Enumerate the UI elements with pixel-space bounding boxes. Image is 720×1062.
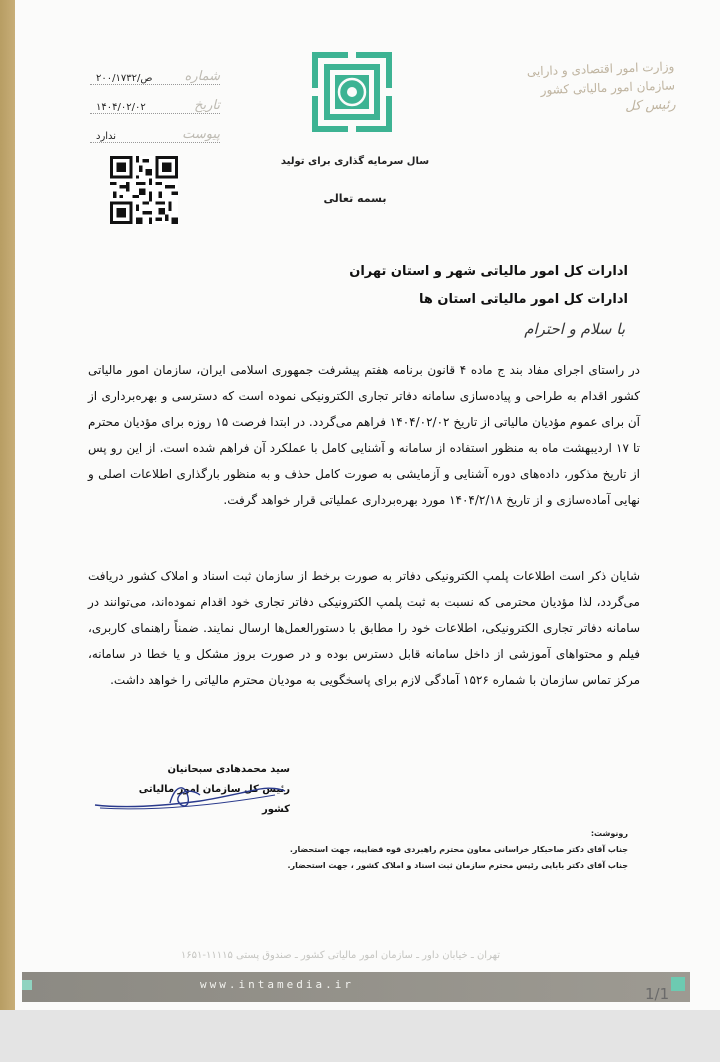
cc-heading: رونوشت: (590, 829, 628, 838)
salutation: با سلام و احترام (524, 320, 625, 338)
basmala: بسمه تعالی (323, 192, 387, 205)
footer-square-left-icon (22, 980, 32, 990)
cc-line-1: جناب آقای دکتر صاحبکار خراسانی معاون محترم راهبردی قوه قضاییه، جهت استحضار. (289, 845, 628, 854)
footer-square-right-icon (671, 977, 685, 991)
footer-bar (22, 972, 690, 1002)
recipients (108, 258, 628, 314)
recipient-1: ادارات کل امور مالیاتی شهر و استان تهران (349, 264, 628, 279)
number-label: شماره (184, 69, 220, 84)
letter-number: ۲۰۰/۱۷۳۲/ص (96, 73, 153, 84)
handwritten-signature-icon (90, 775, 290, 815)
body-paragraph-2: شایان ذکر است اطلاعات پلمپ الکترونیکی دفاتر به صورت برخط از سازمان ثبت اسناد و املاک کشور دریافت می‌گردد، لذا مؤدیان محترمی که نسبت به ثبت پلمپ الکترونیکی دفاتر تجاری خود اقدام نموده‌اند، می‌توانند در سامانه دفاتر تجاری الکترونیکی، اطلاعات خود را مطابق با دستورالعمل‌ها ارسال نمایند. ضمناً راهنمای کاربری، فیلم و محتواهای آموزشی از داخل سامانه قابل دسترس بوده و در صورت بروز مشکل و یا خطا در سامانه، مرکز تماس سازمان با شماره ۱۵۲۶ آمادگی لازم برای پاسخگویی به مودیان محترم مالیاتی را خواهد داشت. (88, 569, 640, 687)
body-paragraph-1: در راستای اجرای مفاد بند ج ماده ۴ قانون برنامه هفتم پیشرفت جمهوری اسلامی ایران، سازمان امور مالیاتی کشور اقدام به طراحی و پیاده‌سازی سامانه دفاتر تجاری الکترونیکی نموده است که دسترسی و بهره‌برداری از آن برای عموم مؤدیان مالیاتی از تاریخ ۱۴۰۴/۰۲/۰۲ فراهم می‌گردد. در ابتدا فرصت ۱۵ روزه برای مؤدیان محترم تا ۱۷ اردیبهشت ماه به منظور استفاده از سامانه و آشنایی کامل با عملکرد آن فراهم شده است. از این رو پس از تاریخ مذکور، داده‌های دوره آشنایی و آزمایشی به صورت کامل حذف و به منظور بارگذاری اطلاعات اصلی و نهایی آماده‌سازی و از تاریخ ۱۴۰۴/۲/۱۸ مورد بهره‌برداری عملیاتی قرار خواهد گرفت. (88, 363, 641, 507)
watermark-url: www.intamedia.ir (200, 978, 354, 991)
ministry-line-1: وزارت امور اقتصادی و دارایی (526, 59, 675, 79)
tax-organization-logo-icon (312, 52, 392, 132)
date-label: تاریخ (194, 98, 220, 113)
letter-date: ۱۴۰۴/۰۲/۰۲ (96, 102, 146, 113)
date-row (90, 91, 220, 114)
number-row (90, 62, 220, 85)
binder-edge (0, 0, 15, 1010)
ministry-header (524, 57, 676, 119)
letter-meta (90, 62, 220, 149)
ministry-signature: رئیس کل (624, 97, 676, 115)
page-number: 1/1 (645, 985, 670, 1003)
attachment-row (90, 120, 220, 143)
bottom-background (0, 1010, 720, 1062)
ministry-line-2: سازمان امور مالیاتی کشور (540, 78, 676, 98)
attachment-label: پیوست (182, 127, 220, 142)
signer-title: رئیس کل سازمان امور مالیاتی کشور (138, 784, 290, 815)
year-slogan: سال سرمایه گذاری برای تولید (280, 156, 430, 167)
recipient-2: ادارات کل امور مالیاتی استان ها (419, 292, 628, 307)
cc-line-2: جناب آقای دکتر بابایی رئیس محترم سازمان ثبت اسناد و املاک کشور ، جهت استحضار. (287, 861, 628, 870)
footer-address: تهران ـ خیابان داور ـ سازمان امور مالیاتی کشور ـ صندوق پستی ۱۱۱۱۵-۱۶۵۱ (180, 950, 500, 961)
attachment-value: ندارد (96, 131, 117, 142)
carbon-copy-block (208, 826, 628, 874)
signer-name: سید محمدهادی سبحانیان (167, 764, 290, 775)
qr-code-icon (110, 156, 178, 224)
